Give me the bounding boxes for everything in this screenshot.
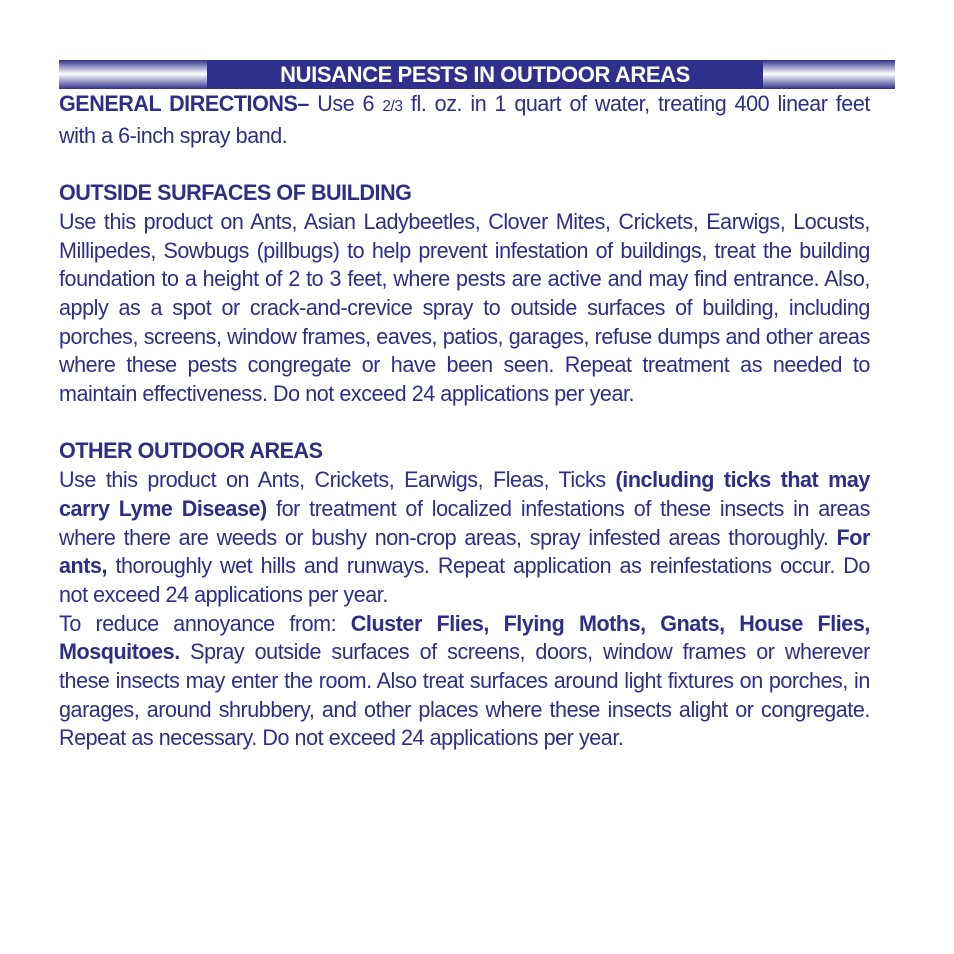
banner-title: NUISANCE PESTS IN OUTDOOR AREAS [207,60,763,89]
general-text-post: fl. oz. in 1 quart of water, treating 400 linear feet with a 6-inch spray band. [59,91,870,148]
spacer [59,150,870,179]
other-p1-c: for treatment of localized infestations of these insects in areas where there are weeds or bushy non-crop areas, spray infested areas thoroughly. [59,495,870,550]
general-text-pre: Use 6 [308,91,383,116]
outside-heading: OUTSIDE SURFACES OF BUILDING [59,180,412,206]
spacer [59,409,870,438]
other-p2-a: To reduce annoyance from: [59,610,351,636]
outside-text: Use this product on Ants, Asian Ladybeetles, Clover Mites, Crickets, Earwigs, Locusts, Millipedes, Sowbugs (pillbugs) to help prevent infestation of buildings, treat the building foundation to a height of 2 to 3 feet, where pests are active and may find entrance. Also, apply as a spot or crack-and-crevice spray to outside surfaces of building, including porches, screens, window frames, eaves, patios, garages, refuse dumps and other areas where these pests congregate or have been seen. Repeat treatment as needed to maintain effectiveness. Do not exceed 24 applications per year. [59,208,870,407]
other-p1-a: Use this product on Ants, Crickets, Earwigs, Fleas, Ticks [59,467,616,493]
other-p1-d: For ants, [59,524,870,579]
section-banner [59,60,895,89]
other-paragraph-1 [59,466,870,610]
general-heading: GENERAL DIRECTIONS– [59,91,309,116]
other-heading: OTHER OUTDOOR AREAS [59,438,323,464]
label-content [59,90,870,753]
general-directions [59,90,870,150]
other-p1-b: (including ticks that may carry Lyme Disease) [59,467,870,521]
other-p2-c: Spray outside surfaces of screens, doors, window frames or wherever these insects may enter the room. Also treat surfaces around light fixtures on porches, in garages, around shrubbery, and other places where these insects alight or congregate. Repeat as necessary. Do not exceed 24 applications per year. [59,639,870,751]
other-paragraph-2 [59,610,870,754]
other-p1-e: thoroughly wet hills and runways. Repeat application as reinfestations occur. Do not exceed 24 applications per year. [59,553,870,607]
general-fraction: 2/3 [382,98,403,115]
other-p2-b: Cluster Flies, Flying Moths, Gnats, House Flies, Mosquitoes. [59,610,870,665]
